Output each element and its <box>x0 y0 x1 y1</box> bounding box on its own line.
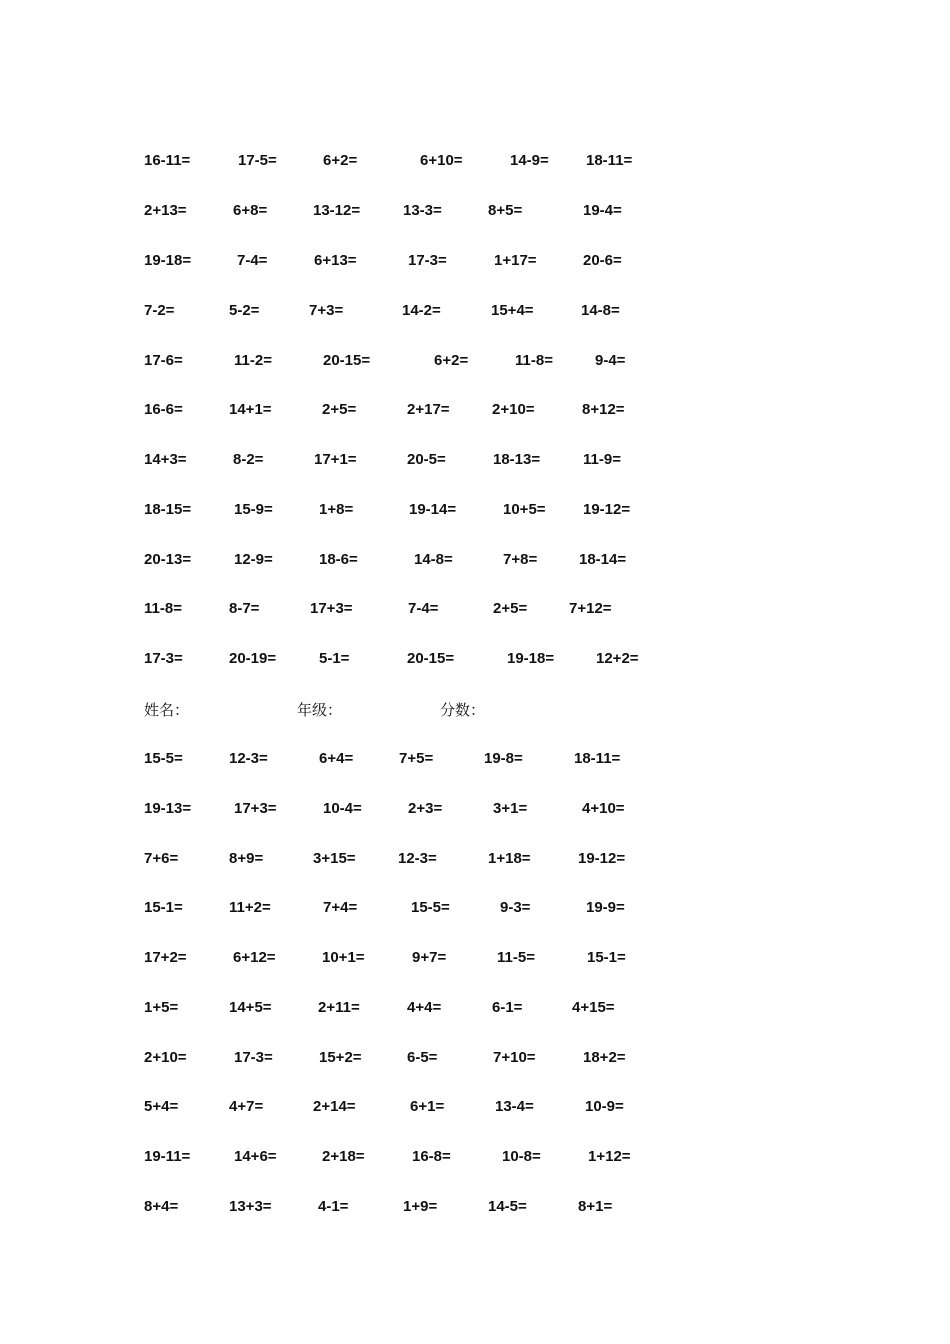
math-problem: 9-3= <box>500 899 531 916</box>
math-problem: 10-9= <box>585 1098 624 1115</box>
math-problem: 14-5= <box>488 1198 527 1215</box>
math-problem: 19-18= <box>144 252 192 269</box>
math-problem: 12+2= <box>596 650 639 667</box>
math-problem: 20-15= <box>323 352 371 369</box>
math-problem: 10-8= <box>502 1148 541 1165</box>
math-problem: 14+6= <box>234 1148 277 1165</box>
math-problem: 7+4= <box>323 899 358 916</box>
math-problem: 15-5= <box>144 750 183 767</box>
math-problem: 6-1= <box>492 999 523 1016</box>
problem-row <box>0 448 950 472</box>
math-problem: 11-8= <box>515 352 553 369</box>
math-problem: 18+2= <box>583 1049 626 1066</box>
math-problem: 6+2= <box>434 352 469 369</box>
problem-row <box>0 847 950 871</box>
math-problem: 14-8= <box>581 302 620 319</box>
math-problem: 10+5= <box>503 501 546 518</box>
math-problem: 4+10= <box>582 800 625 817</box>
math-problem: 1+9= <box>403 1198 438 1215</box>
math-problem: 20-6= <box>583 252 622 269</box>
math-problem: 5+4= <box>144 1098 179 1115</box>
problem-row <box>0 996 950 1020</box>
math-problem: 14+5= <box>229 999 272 1016</box>
math-problem: 11-5= <box>497 949 535 966</box>
math-problem: 4+7= <box>229 1098 264 1115</box>
math-problem: 13+3= <box>229 1198 272 1215</box>
math-problem: 2+3= <box>408 800 443 817</box>
math-problem: 19-4= <box>583 202 622 219</box>
math-problem: 17-3= <box>234 1049 273 1066</box>
problem-row <box>0 647 950 671</box>
math-problem: 18-15= <box>144 501 192 518</box>
math-problem: 2+13= <box>144 202 187 219</box>
math-problem: 19-12= <box>583 501 631 518</box>
math-problem: 14+3= <box>144 451 187 468</box>
problem-row <box>0 398 950 422</box>
math-problem: 11+2= <box>229 899 271 916</box>
math-problem: 16-11= <box>144 152 191 169</box>
math-problem: 17-3= <box>144 650 183 667</box>
math-problem: 2+18= <box>322 1148 365 1165</box>
student-info-row <box>0 698 950 722</box>
problem-row <box>0 797 950 821</box>
math-problem: 9+7= <box>412 949 447 966</box>
math-problem: 2+11= <box>318 999 360 1016</box>
math-problem: 17+2= <box>144 949 187 966</box>
math-problem: 17+3= <box>310 600 353 617</box>
math-problem: 12-3= <box>229 750 268 767</box>
math-problem: 14-9= <box>510 152 549 169</box>
math-problem: 7+6= <box>144 850 179 867</box>
problem-row <box>0 1095 950 1119</box>
math-problem: 7-2= <box>144 302 175 319</box>
math-problem: 18-11= <box>586 152 633 169</box>
math-problem: 1+5= <box>144 999 179 1016</box>
math-problem: 7+8= <box>503 551 538 568</box>
math-problem: 15+4= <box>491 302 534 319</box>
name-label: 姓名： <box>144 701 190 719</box>
math-problem: 14-2= <box>402 302 441 319</box>
math-problem: 3+15= <box>313 850 356 867</box>
math-problem: 12-9= <box>234 551 273 568</box>
math-problem: 6-5= <box>407 1049 438 1066</box>
math-problem: 11-9= <box>583 451 621 468</box>
math-problem: 17+1= <box>314 451 357 468</box>
math-problem: 13-3= <box>403 202 442 219</box>
math-problem: 8+5= <box>488 202 523 219</box>
math-problem: 19-11= <box>144 1148 191 1165</box>
math-problem: 11-2= <box>234 352 272 369</box>
math-problem: 17-3= <box>408 252 447 269</box>
math-problem: 2+5= <box>493 600 528 617</box>
math-problem: 3+1= <box>493 800 528 817</box>
math-problem: 20-19= <box>229 650 277 667</box>
math-problem: 7+10= <box>493 1049 536 1066</box>
math-problem: 7+3= <box>309 302 344 319</box>
math-problem: 17+3= <box>234 800 277 817</box>
problem-row <box>0 1145 950 1169</box>
math-problem: 20-15= <box>407 650 455 667</box>
math-problem: 15+2= <box>319 1049 362 1066</box>
math-problem: 13-4= <box>495 1098 534 1115</box>
math-problem: 19-12= <box>578 850 626 867</box>
math-problem: 11-8= <box>144 600 182 617</box>
score-label: 分数： <box>440 701 486 719</box>
math-problem: 1+18= <box>488 850 531 867</box>
math-problem: 7+5= <box>399 750 434 767</box>
math-problem: 6+2= <box>323 152 358 169</box>
problem-row <box>0 548 950 572</box>
math-problem: 19-14= <box>409 501 457 518</box>
problem-row <box>0 946 950 970</box>
math-problem: 19-8= <box>484 750 523 767</box>
math-problem: 6+10= <box>420 152 463 169</box>
math-problem: 1+17= <box>494 252 537 269</box>
math-problem: 18-13= <box>493 451 541 468</box>
math-problem: 2+14= <box>313 1098 356 1115</box>
math-problem: 15-1= <box>587 949 626 966</box>
math-problem: 8+9= <box>229 850 264 867</box>
math-problem: 8+1= <box>578 1198 613 1215</box>
math-problem: 1+12= <box>588 1148 631 1165</box>
math-problem: 14+1= <box>229 401 272 418</box>
math-problem: 6+4= <box>319 750 354 767</box>
math-problem: 19-9= <box>586 899 625 916</box>
math-problem: 4-1= <box>318 1198 349 1215</box>
math-problem: 5-1= <box>319 650 350 667</box>
math-problem: 19-13= <box>144 800 192 817</box>
problem-row <box>0 1046 950 1070</box>
problem-row <box>0 249 950 273</box>
math-problem: 17-5= <box>238 152 277 169</box>
math-problem: 6+1= <box>410 1098 445 1115</box>
problem-row <box>0 199 950 223</box>
problem-row <box>0 149 950 173</box>
math-problem: 16-6= <box>144 401 183 418</box>
math-problem: 10-4= <box>323 800 362 817</box>
math-problem: 6+12= <box>233 949 276 966</box>
math-problem: 15-1= <box>144 899 183 916</box>
math-problem: 5-2= <box>229 302 260 319</box>
math-problem: 20-13= <box>144 551 192 568</box>
math-problem: 14-8= <box>414 551 453 568</box>
math-problem: 7-4= <box>237 252 268 269</box>
math-problem: 6+13= <box>314 252 357 269</box>
math-problem: 8-7= <box>229 600 260 617</box>
math-problem: 8+12= <box>582 401 625 418</box>
math-problem: 10+1= <box>322 949 365 966</box>
problem-row <box>0 597 950 621</box>
math-problem: 8-2= <box>233 451 264 468</box>
problem-row <box>0 498 950 522</box>
math-problem: 6+8= <box>233 202 268 219</box>
math-problem: 8+4= <box>144 1198 179 1215</box>
math-problem: 4+15= <box>572 999 615 1016</box>
math-problem: 2+10= <box>144 1049 187 1066</box>
problem-row <box>0 349 950 373</box>
math-problem: 9-4= <box>595 352 626 369</box>
problem-row <box>0 299 950 323</box>
grade-label: 年级： <box>297 701 343 719</box>
math-problem: 20-5= <box>407 451 446 468</box>
math-problem: 16-8= <box>412 1148 451 1165</box>
problem-row <box>0 896 950 920</box>
math-problem: 18-11= <box>574 750 621 767</box>
math-problem: 7-4= <box>408 600 439 617</box>
math-problem: 2+5= <box>322 401 357 418</box>
problem-row <box>0 747 950 771</box>
math-problem: 1+8= <box>319 501 354 518</box>
math-problem: 15-5= <box>411 899 450 916</box>
math-problem: 4+4= <box>407 999 442 1016</box>
math-problem: 19-18= <box>507 650 555 667</box>
math-problem: 17-6= <box>144 352 183 369</box>
math-problem: 13-12= <box>313 202 361 219</box>
math-problem: 12-3= <box>398 850 437 867</box>
math-problem: 2+10= <box>492 401 535 418</box>
math-problem: 2+17= <box>407 401 450 418</box>
math-problem: 18-14= <box>579 551 627 568</box>
math-problem: 7+12= <box>569 600 612 617</box>
math-problem: 18-6= <box>319 551 358 568</box>
math-problem: 15-9= <box>234 501 273 518</box>
problem-row <box>0 1195 950 1219</box>
